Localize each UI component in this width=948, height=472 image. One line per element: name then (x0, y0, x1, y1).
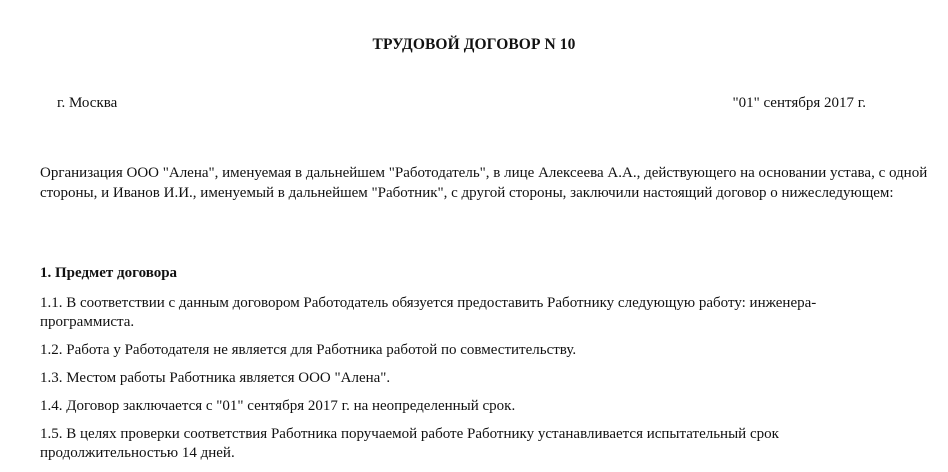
document-city: г. Москва (57, 95, 118, 111)
clause-1-3: 1.3. Местом работы Работника является ООО "Алена". (40, 370, 391, 386)
clause-1-1: 1.1. В соответствии с данным договором Работодатель обязуется предоставить Работнику следующую работу: инженера-программиста. (40, 295, 817, 330)
clause-1-4: 1.4. Договор заключается с "01" сентября 2017 г. на неопределенный срок. (40, 398, 516, 414)
clause-list (40, 294, 900, 472)
clause-1-2: 1.2. Работа у Работодателя не является для Работника работой по совместительству. (40, 342, 577, 358)
intro-paragraph: Организация ООО "Алена", именуемая в дальнейшем "Работодатель", в лице Алексеева А.А., действующего на основании устава, с одной стороны, и Иванов И.И., именуемый в дальнейшем "Работник", с другой стороны, заключили настоящий договор о нижеследующем: (40, 165, 928, 201)
section-title: 1. Предмет договора (40, 265, 178, 281)
document-title: ТРУДОВОЙ ДОГОВОР N 10 (372, 36, 576, 53)
clause-1-5: 1.5. В целях проверки соответствия Работника поручаемой работе Работнику устанавливается испытательный срок продолжительностью 14 дней. (40, 426, 779, 461)
document-date: "01" сентября 2017 г. (732, 95, 866, 111)
